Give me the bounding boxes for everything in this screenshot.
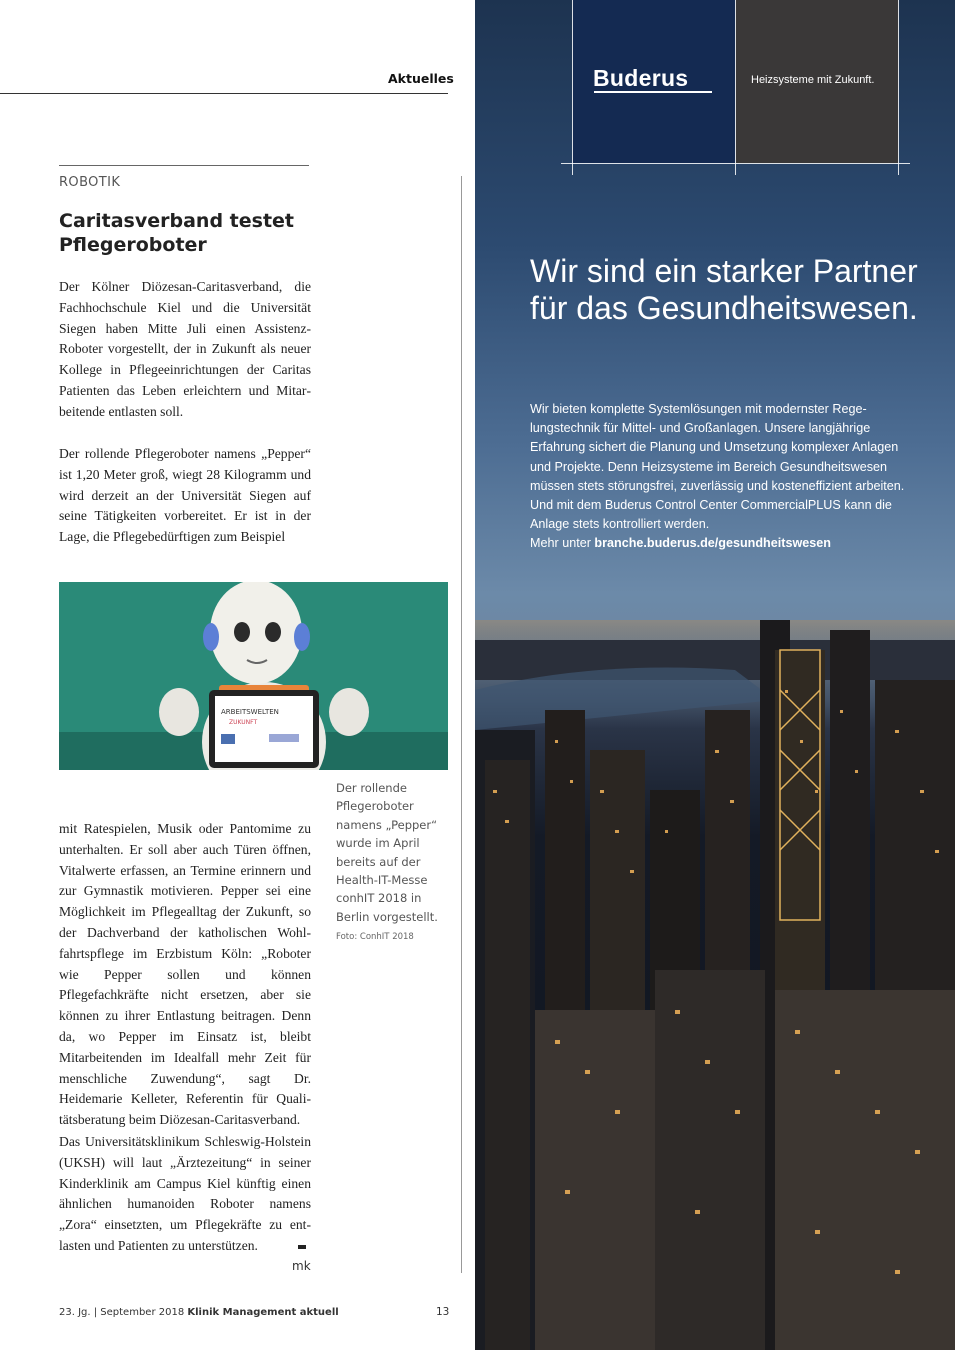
caption-text: Der rollende Pflegeroboter namens „Pepper“ wurde im April bereits auf der Health-IT-Messe conhIT 2018 in Berlin vorgestellt.	[336, 781, 438, 924]
article-paragraph-3: mit Ratespielen, Musik oder Pantomime zu unterhalten. Er soll aber auch Türen öffnen, Vitalwerte erfassen, an Termine erinnern und zur Gymnastik motivieren. Pepper sei eine Möglichkeit im Pflegealltag der Zukunft, so der Dachverband der katholischen Wohlfahrtspflege im Erzbistum Köln: „Roboter wie Pepper sollen und können Pflegefachkräfte nicht ersetzen, aber sie können zu ihrer Entlastung beitragen. Denn da, wo Pepper im Einsatz ist, bleibt Mitarbeitenden im Idealfall mehr Zeit für menschliche Zuwendung“, sagt Dr. Heidemarie Kelleter, Referentin für Qualitätsberatung beim Diözesan-Caritasverband.	[59, 821, 311, 1128]
pepper-robot-illustration	[59, 582, 448, 770]
footer-issue: 23. Jg. | September 2018	[59, 1307, 185, 1318]
end-mark	[298, 1245, 306, 1249]
advertisement	[475, 0, 955, 1350]
ad-body	[530, 400, 910, 554]
article-paragraph-2: Der rollende Pflegeroboter namens „Pepper“ ist 1,20 Meter groß, wiegt 28 Kilogramm und wird derzeit an der Universität Siegen auf seine Tätigkeiten vorbereitet. Er ist in der Lage, die Pflegebedürftigen zum Beispiel	[59, 446, 311, 545]
caption-credit: Foto: ConhIT 2018	[336, 932, 414, 943]
ad-frame-line	[735, 0, 736, 175]
article-paragraph-4: Das Universitätsklinikum Schleswig-Holstein (UKSH) will laut „Ärztezeitung“ in seiner Kinderklinik am Campus Kiel künftig einen ähnlichen humanoiden Roboter namens „Zora“ einsetzten, um Pflegekräfte zu entlasten und Patienten zu unterstützen.	[59, 1134, 311, 1253]
tablet-text-1: ARBEITSWELTEN	[221, 708, 279, 716]
ad-more-prefix: Mehr unter	[530, 536, 595, 551]
column-rule	[461, 176, 462, 1273]
city-skyline-image	[475, 590, 955, 1350]
ad-body-text: Wir bieten komplette Systemlösungen mit modernster Regelungstechnik für Mittel- und Großanlagen. Unsere langjährige Erfahrung sichert die Planung und Umsetzung komplexer Anlagen und Projekte. Denn Heizsysteme im Bereich Gesundheitswesen müssen stets störungsfrei, zuverlässig und kosteneffizient arbeiten. Und mit dem Buderus Control Center CommercialPLUS kann die Anlage stets kontrolliert werden.	[530, 402, 905, 532]
article-paragraph-1: Der Kölner Diözesan-Caritasverband, die Fachhochschule Kiel und die Universität Siegen haben Mitte Juli einen Assistenz-Roboter vorgestellt, der in Zukunft als neuer Kollege in Pflegeeinrichtungen der Caritas Patienten das Leben erleichtern und Mitarbeitende entlasten soll.	[59, 279, 311, 419]
ad-frame-line	[898, 0, 899, 175]
article-photo	[59, 582, 448, 770]
buderus-logo: Buderus	[593, 65, 689, 91]
article-headline: Caritasverband testet Pflegeroboter	[59, 210, 294, 256]
section-label: Aktuelles	[388, 71, 454, 86]
logo-underline	[594, 91, 712, 93]
page-number: 13	[436, 1306, 450, 1318]
ad-frame-line	[561, 163, 910, 164]
tablet-text-2: ZUKUNFT	[229, 719, 258, 726]
article-kicker: ROBOTIK	[59, 175, 121, 190]
kicker-rule	[59, 165, 309, 166]
footer-publication: Klinik Management aktuell	[187, 1307, 339, 1318]
photo-caption	[336, 779, 448, 947]
ad-headline: Wir sind ein starker Partner für das Gesundheitswesen.	[530, 253, 918, 326]
ad-frame-line	[572, 0, 573, 175]
ad-claim: Heizsysteme mit Zukunft.	[751, 74, 875, 86]
page-footer	[59, 1307, 339, 1318]
header-rule	[0, 93, 448, 94]
article-author: mk	[292, 1259, 311, 1273]
ad-more-link[interactable]: branche.buderus.de/gesundheitswesen	[594, 536, 831, 551]
